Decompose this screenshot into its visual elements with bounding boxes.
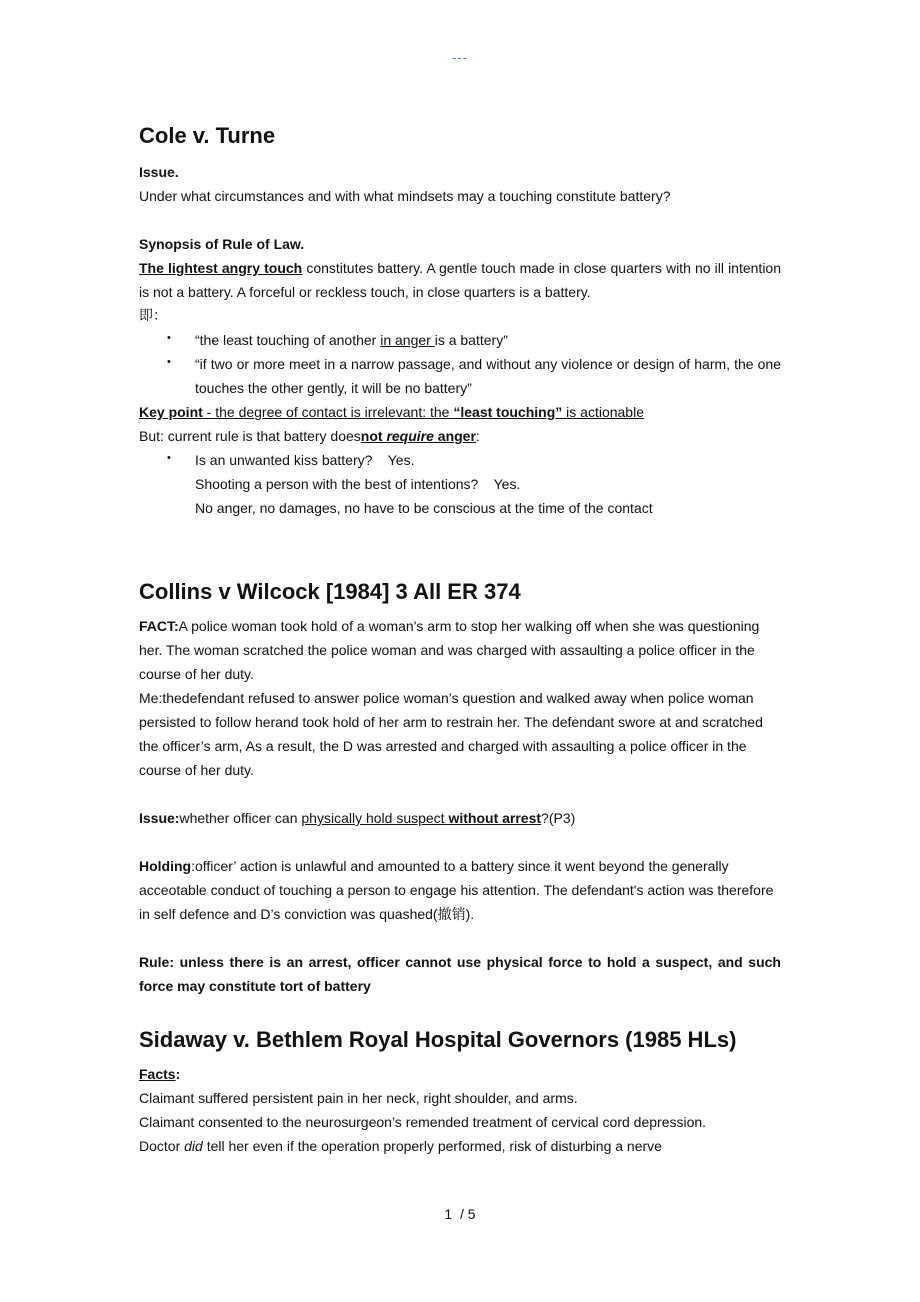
ji-label: 即： <box>139 308 167 324</box>
synopsis-text <box>139 256 781 304</box>
list-item: • Is an unwanted kiss battery? Yes. <box>139 448 781 472</box>
me-text: Me:thedefendant refused to answer police woman’s question and walked away when police woman persisted to follow herand took hold of her arm to restrain her. The defendant swore at and scratched the officer’s arm, As a result, the D was arrested and charged with assaulting a police officer in the course of her duty. <box>139 690 763 778</box>
case-title-cole: Cole v. Turne <box>139 123 276 148</box>
cole-quotes-list <box>139 328 781 400</box>
collins-issue: Issue:whether officer can physically hold suspect without arrest?(P3) <box>139 810 576 826</box>
key-point: Key point - the degree of contact is irrelevant: the “least touching” is actionable <box>139 404 644 420</box>
case-title-collins: Collins v Wilcock [1984] 3 All ER 374 <box>139 579 521 604</box>
case-title-sidaway: Sidaway v. Bethlem Royal Hospital Governors (1985 HLs) <box>139 1027 737 1052</box>
collins-holding: Holding:officer’ action is unlawful and amounted to a battery since it went beyond the generally acceotable conduct of touching a person to engage his attention. The defendant's action was therefore in self defence and D’s conviction was quashed(撤销). <box>139 858 774 922</box>
synopsis-lead: The lightest angry touch <box>139 260 303 276</box>
sidaway-line-1: Claimant suffered persistent pain in her neck, right shoulder, and arms. <box>139 1090 578 1106</box>
sidaway-line-3: Doctor did tell her even if the operation properly performed, risk of disturbing a nerve <box>139 1138 662 1154</box>
current-rule-list <box>139 448 781 472</box>
facts-label: Facts: <box>139 1066 181 1082</box>
issue-text: Under what circumstances and with what mindsets may a touching constitute battery? <box>139 188 671 204</box>
shoot-line: Shooting a person with the best of intentions? Yes. <box>195 476 521 492</box>
synopsis-label: Synopsis of Rule of Law. <box>139 236 305 252</box>
synopsis-rest: constitutes battery. A gentle touch made in close quarters with no ill intention is not a battery. A forceful or reckless touch, in close quarters is a battery. <box>139 260 781 300</box>
current-rule: But: current rule is that battery doesnot require anger: <box>139 428 480 444</box>
collins-rule: Rule: unless there is an arrest, officer cannot use physical force to hold a suspect, and such force may constitute tort of battery <box>139 954 781 994</box>
list-item: • “if two or more meet in a narrow passage, and without any violence or design of harm, the one touches the other gently, it will be no battery” <box>139 352 781 400</box>
page-number: 1 / 5 <box>444 1206 476 1222</box>
issue-label: Issue. <box>139 164 179 180</box>
fact-text: FACT:A police woman took hold of a woman's arm to stop her walking off when she was questioning her. The woman scratched the police woman and was charged with assaulting a police officer in the course of her duty. <box>139 618 760 682</box>
document-body <box>139 120 781 1158</box>
header-mark: --- <box>452 50 468 65</box>
list-item: • “the least touching of another in anger is a battery” <box>139 328 781 352</box>
anger-line: No anger, no damages, no have to be conscious at the time of the contact <box>195 500 653 516</box>
sidaway-line-2: Claimant consented to the neurosurgeon’s remended treatment of cervical cord depression. <box>139 1114 707 1130</box>
